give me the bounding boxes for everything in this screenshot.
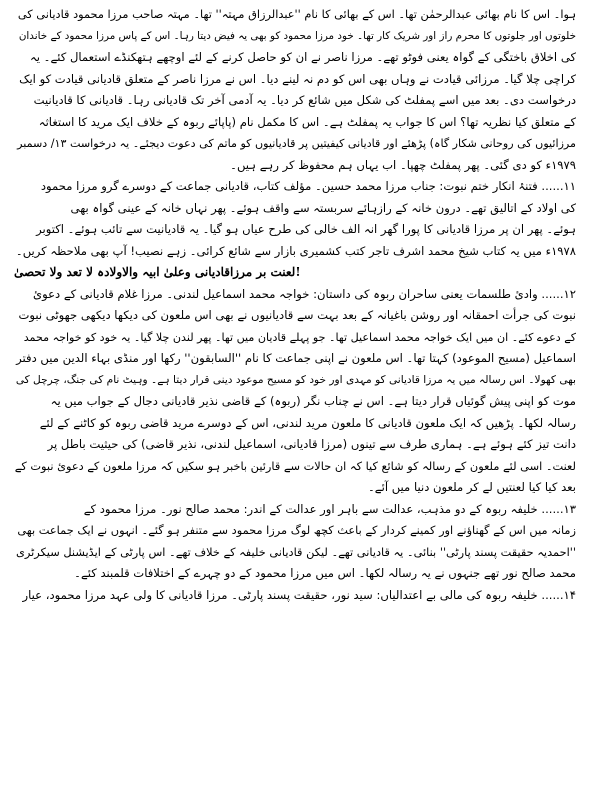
arabic-curse-line: لعنت بر مرزاقادیانی وعلیٰ ابیہ والاولادہ لا تعد ولا تحصیٰ! — [14, 265, 301, 279]
section-14-heading: ۱۴...... خلیفہ ربوہ کی مالی بے اعتدالیاں: سید نور، حقیقت پسند پارٹی۔ مرزا قادیانی کا ولی عہد مرزا محمود، عیار — [22, 587, 576, 602]
text-line-8: ۱۹۷۹ء کو دی گئی۔ پھر پمفلٹ چھپا۔ اب یہاں ہم محفوظ کر رہے ہیں۔ — [230, 157, 576, 172]
text-line-1: ہوا۔ اس کا نام بھائی عبدالرحمٰن تھا۔ اس کے بھائی کا نام ''عبدالرزاق مہتہ'' تھا۔ مہتہ صاحب مرزا محمود قادیانی کی — [17, 7, 576, 21]
text-line-11: ہوئے۔ پھر ان پر مرزا قادیانی کا پورا گھر انہ الف خالی کی طرح عیاں ہو گیا۔ یہ قادیانیت سے تائب ہوئے۔ اکتوبر — [36, 222, 576, 236]
text-line-16: کے دعوے کئے۔ ان میں ایک خواجہ محمد اسماعیل تھا۔ جو پہلے قادیان میں تھا۔ پھر لندن چلا گیا۔ یہ خود کو خواجہ محمد — [23, 330, 576, 344]
text-line-19: موت کو اپنی پیش گوئیاں قرار دیتا ہے۔ اس نے چناب نگر (ربوہ) کے قاضی نذیر قادیانی دجال کے جواب میں یہ — [50, 394, 576, 408]
section-13-heading: ۱۳...... خلیفہ ربوہ کے دو مذہب، عدالت سے باہر اور عدالت کے اندر: محمد صالح نور۔ مرزا محمود کے — [83, 501, 576, 516]
text-line-23: بعد کیا کیا لعنتیں لے کر ملعون دنیا میں آئے۔ — [368, 480, 576, 494]
text-line-20: رسالہ لکھا۔ پڑھیں کہ ایک ملعون قادیانی کا ملعون مرید لندنی، اس کے دوسرے مرید قاضی ربوہ کو کاٹنے کے لئے — [39, 415, 576, 430]
text-line-10: کی اولاد کے اتالیق تھے۔ درون خانہ کے رازہائے سربستہ سے واقف ہوئے۔ پھر نہاں خانہ کے عینی گواہ بھی — [70, 200, 576, 215]
text-line-2: خلوتوں اور جلوتوں کا محرم راز اور شریک کار تھا۔ خود مرزا محمود کو بھی یہ فیض دیتا رہا۔ اس کے پاس مرزا محمود کے خاندان — [18, 29, 576, 42]
text-line-3: کی اخلاق باختگی کے گواہ یعنی فوٹو تھے۔ مرزا ناصر نے ان کو حاصل کرنے کے لئے اوچھے ہتھکنڈے استعمال کئے۔ یہ — [29, 50, 576, 64]
section-11-heading: ۱۱...... فتنۂ انکار ختم نبوت: جناب مرزا محمد حسین۔ مؤلف کتاب، قادیانی جماعت کے دوسرے گرو مرزا محمود — [40, 179, 576, 193]
text-line-15: نبوت کی جرأت احمقانہ اور روشن باغیانہ کے بعد بہت سے قادیانیوں نے بھی اس ملعون کی دیکھا دیکھی جھوٹی نبوت — [18, 308, 576, 322]
text-line-12: ۱۹۷۸ء میں یہ کتاب شیخ محمد اشرف تاجر کتب کشمیری بازار سے شائع کرائی۔ زہے نصیب! آپ بھی ملاحظہ کریں۔ — [15, 243, 576, 258]
text-line-21: دانت تیز کئے ہوئے ہے۔ ہماری طرف سے تینوں (مرزا قادیانی، اسماعیل لندنی، نذیر قاضی) کی حیثیت باطل پر — [47, 437, 576, 451]
section-12-heading: ۱۲...... وادیٔ طلسمات یعنی ساحران ربوہ کی داستان: خواجہ محمد اسماعیل لندنی۔ مرزا غلام قادیانی کے دعویٔ — [33, 286, 576, 301]
text-line-7: مرزائیوں کی روحانی شکار گاہ) پڑھئے اور قادیانی کیفیتیں پر قادیانیوں کو ماتم کی دعوت دیجئے۔ یہ درخواست ۱۳/ دسمبر — [17, 137, 576, 150]
text-line-5: درخواست دی۔ بعد میں اسے پمفلٹ کی شکل میں شائع کر دیا۔ یہ آدمی آخر تک قادیانی رہا۔ قادیانی کا قادیانیت — [33, 93, 576, 107]
text-line-6: کے متعلق کیا نظریہ تھا؟ اس کا جواب یہ پمفلٹ ہے۔ اس کا مکمل نام (پاپائے ربوہ کے خلاف ایک مرید کا استغاثہ — [38, 114, 576, 129]
text-line-4: کراچی چلا گیا۔ مرزائی قیادت نے وہاں بھی اس کو دم نہ لینے دیا۔ اس نے مرزا ناصر کے متعلق قادیانی قیادت کو ایک — [19, 71, 576, 86]
text-line-17: اسماعیل (مسیح الموعود) کہتا تھا۔ اس ملعون نے اپنی جماعت کا نام ''السابقون'' رکھا اور منڈی بہاء الدین میں دفتر — [16, 351, 576, 365]
text-line-25: زمانہ میں اس کے گھناؤنے اور کمینے کردار کے باعث کچھ لوگ مرزا محمود سے متنفر ہو گئے۔ انہوں نے ایک جماعت بھی — [17, 523, 576, 537]
text-line-27: محمد صالح نور تھے جنہوں نے یہ رسالہ لکھا۔ اس میں مرزا محمود کے دو چہرے کے اختلافات قلمبند کئے۔ — [74, 566, 576, 580]
text-line-18: بھی کھولا۔ اس رسالہ میں یہ مرزا قادیانی کو مہدی اور خود کو مسیح موعود دینی قرار دیتا ہے۔ وہیٹ نام کی جنگ، چرچل کی — [15, 373, 576, 386]
text-line-26: ''احمدیہ حقیقت پسند پارٹی'' بنائی۔ یہ قادیانی تھے۔ لیکن قادیانی خلیفہ کے خلاف تھے۔ اس پارٹی کے ایڈیشنل سیکرٹری — [15, 544, 576, 559]
text-line-22: لعنت۔ اسی لئے ملعون کے رسالہ کو شائع کیا کہ ان حالات سے قارئین باخبر ہو سکیں کہ مرزا ملعون کے دعویٔ نبوت کے — [14, 458, 576, 473]
